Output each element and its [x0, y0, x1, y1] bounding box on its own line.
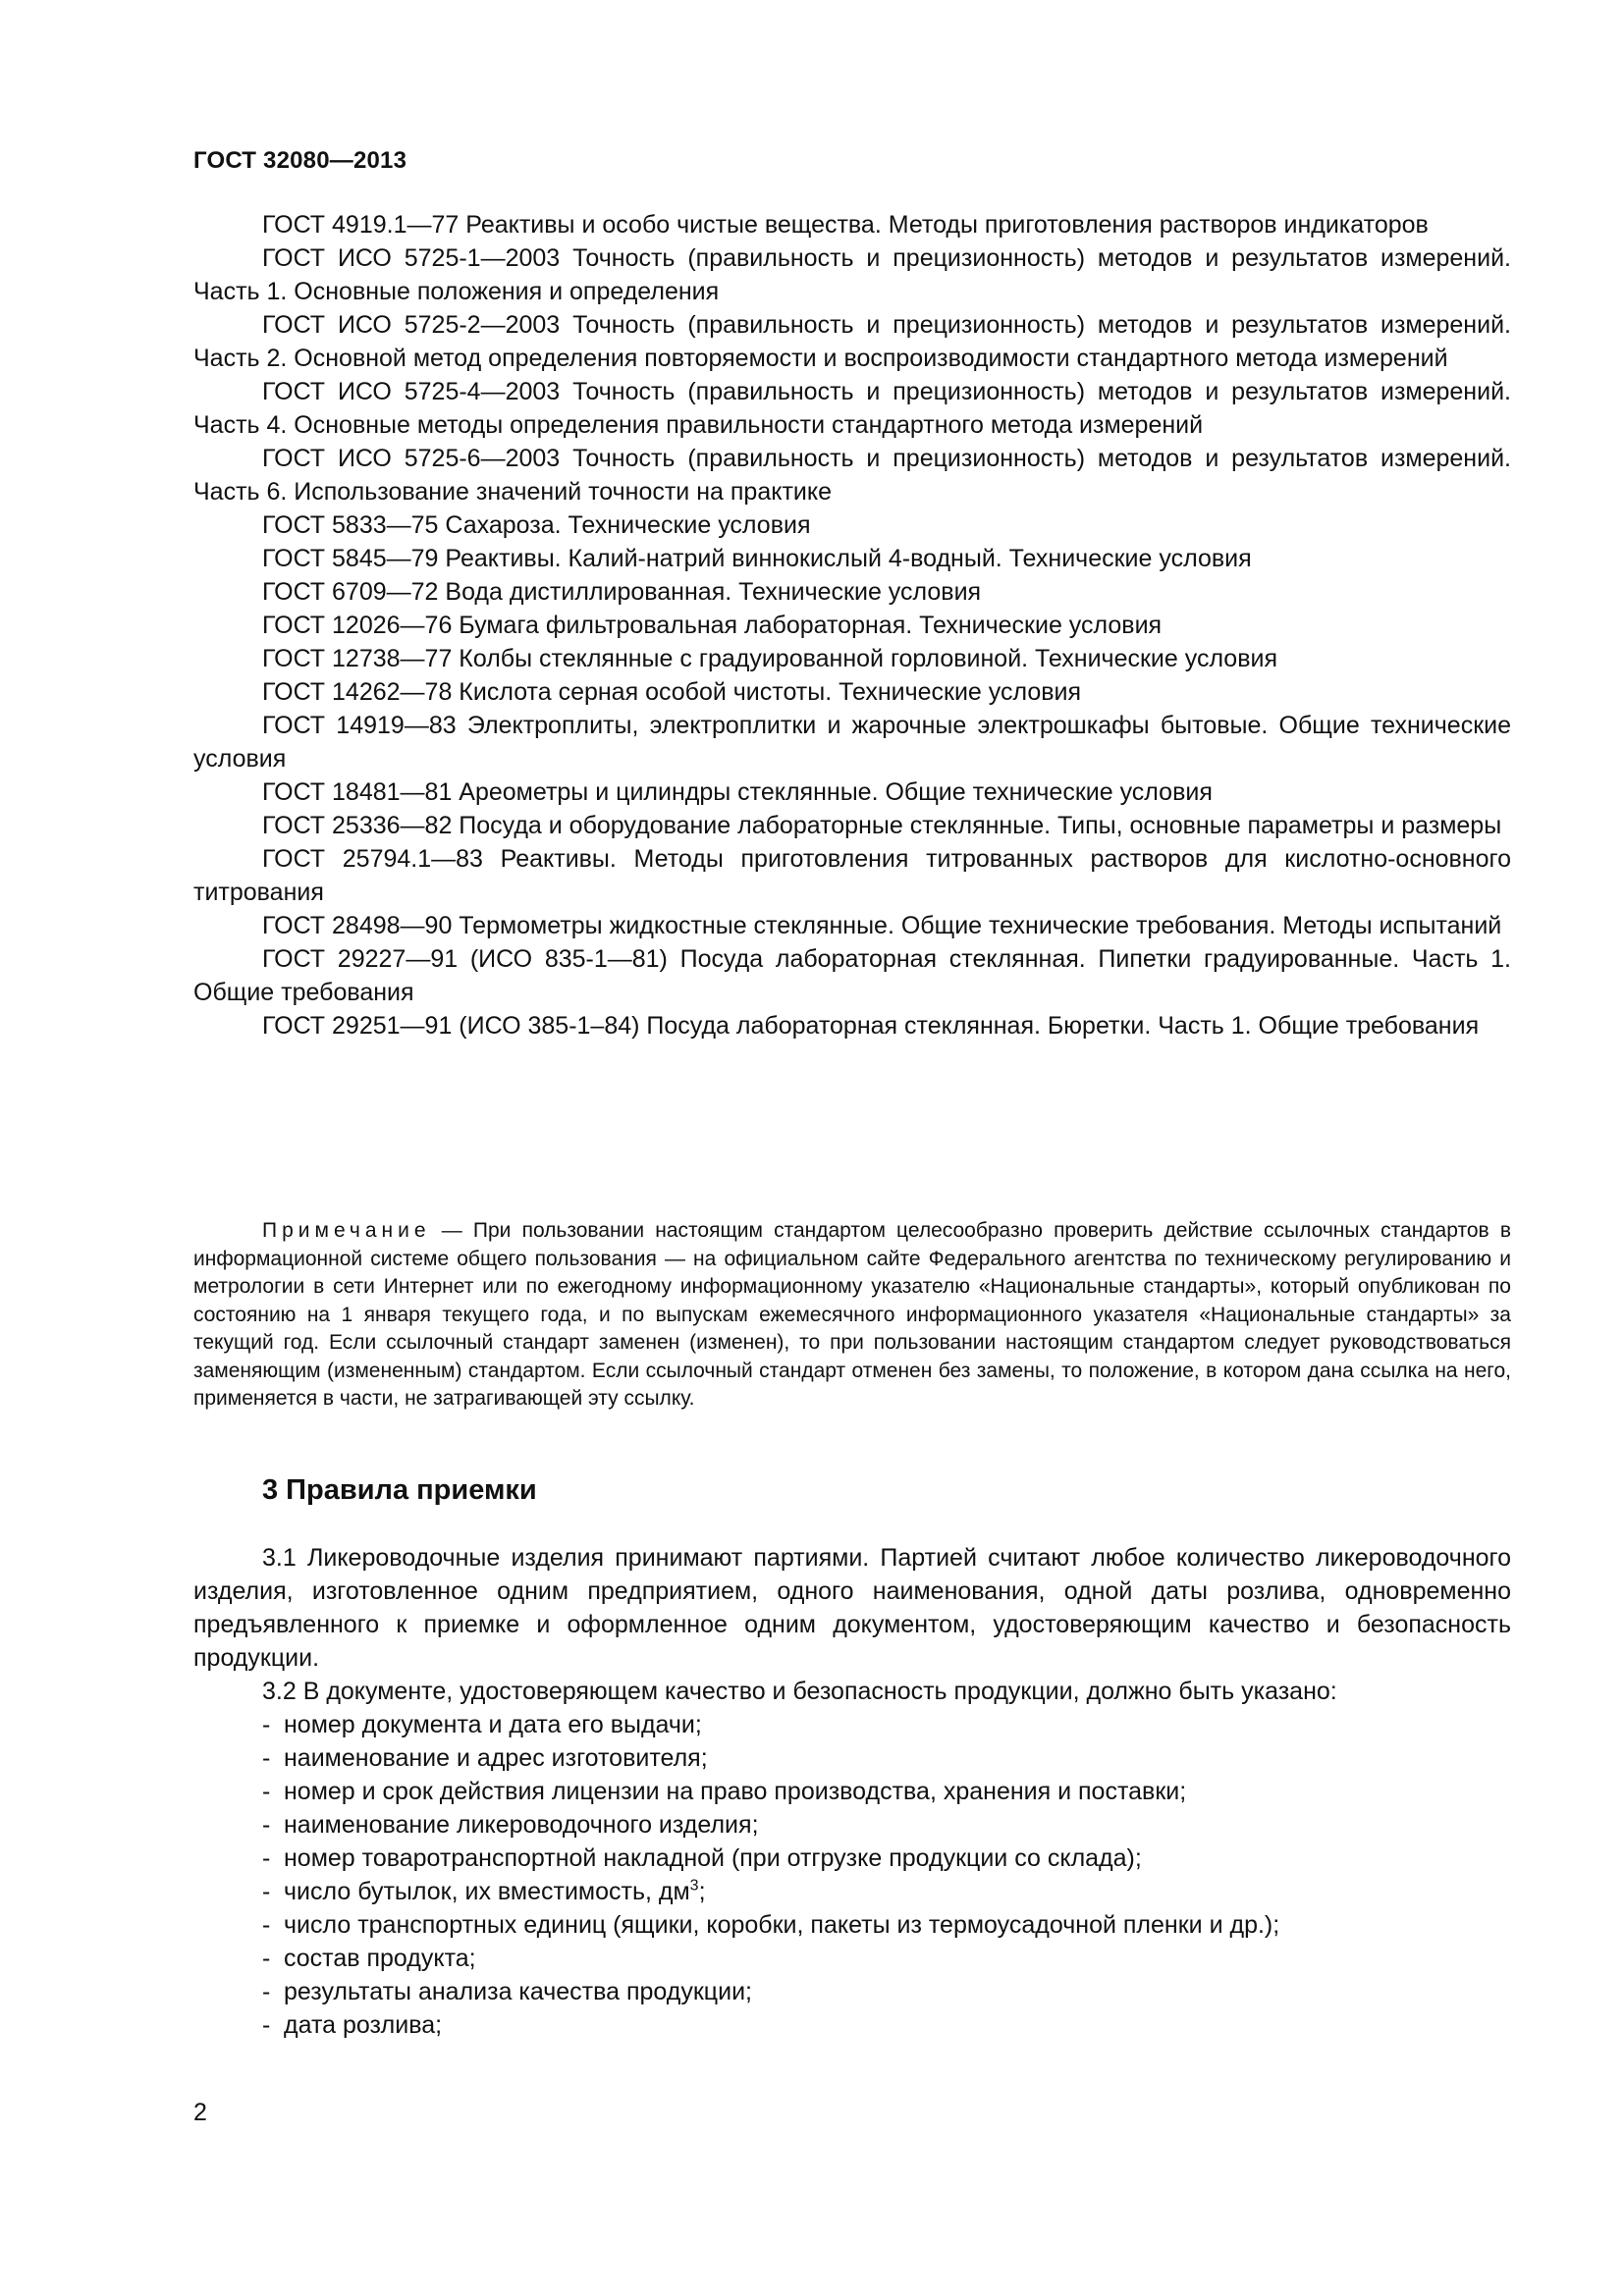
list-item: [262, 1875, 1511, 1908]
superscript: 3: [689, 1877, 699, 1895]
reference-item: ГОСТ 25794.1—83 Реактивы. Методы приготовления титрованных растворов для кислотно-основного титрования: [193, 845, 1511, 906]
reference-item: ГОСТ 14262—78 Кислота серная особой чистоты. Технические условия: [262, 678, 1082, 706]
reference-item: ГОСТ ИСО 5725-1—2003 Точность (правильность и прецизионность) методов и результатов измерений. Часть 1. Основные положения и определения: [193, 244, 1511, 305]
normative-references-list: [193, 208, 1511, 1042]
reference-item: ГОСТ 25336—82 Посуда и оборудование лабораторные стеклянные. Типы, основные параметры и размеры: [262, 812, 1502, 839]
list-item: - результаты анализа качества продукции;: [262, 1975, 1511, 2008]
reference-item: ГОСТ 4919.1—77 Реактивы и особо чистые вещества. Методы приготовления растворов индикаторов: [262, 211, 1429, 239]
reference-item: ГОСТ ИСО 5725-6—2003 Точность (правильность и прецизионность) методов и результатов измерений. Часть 6. Использование значений точности на практике: [193, 445, 1511, 506]
reference-item: ГОСТ 18481—81 Ареометры и цилиндры стеклянные. Общие технические условия: [262, 778, 1213, 806]
document-header: ГОСТ 32080—2013: [193, 147, 407, 174]
reference-item: ГОСТ ИСО 5725-2—2003 Точность (правильность и прецизионность) методов и результатов измерений. Часть 2. Основной метод определения повторяемости и воспроизводимости стандартного метода измерений: [193, 311, 1511, 372]
note-label: Примечание: [262, 1219, 431, 1242]
list-item-text: число бутылок, их вместимость, дм: [284, 1878, 690, 1905]
list-item: - номер и срок действия лицензии на право производства, хранения и поставки;: [262, 1775, 1511, 1808]
list-item: - состав продукта;: [262, 1942, 1511, 1975]
reference-item: ГОСТ 29227—91 (ИСО 835-1—81) Посуда лабораторная стеклянная. Пипетки градуированные. Часть 1. Общие требования: [193, 945, 1511, 1006]
note-text: — При пользовании настоящим стандартом целесообразно проверить действие ссылочных стандартов в информационной системе общего пользования — на официальном сайте Федерального агентства по техническому регулированию и метрологии в сети Интернет или по ежегодному информационному указателю «Национальные стандарты», который опубликован по состоянию на 1 января текущего года, и по выпускам ежемесячного информационного указателя «Национальные стандарты» за текущий год. Если ссылочный стандарт заменен (изменен), то при пользовании настоящим стандартом следует руководствоваться заменяющим (измененным) стандартом. Если ссылочный стандарт отменен без замены, то положение, в котором дана ссылка на него, применяется в части, не затрагивающей эту ссылку.: [193, 1219, 1511, 1410]
list-item: - число транспортных единиц (ящики, коробки, пакеты из термоусадочной пленки и др.);: [262, 1908, 1511, 1942]
note-block: [193, 1217, 1511, 1414]
reference-item: ГОСТ 5845—79 Реактивы. Калий-натрий виннокислый 4-водный. Технические условия: [262, 545, 1252, 572]
section-body: [193, 1541, 1511, 2042]
clause-3-2: 3.2 В документе, удостоверяющем качество и безопасность продукции, должно быть указано:: [262, 1678, 1337, 1705]
list-item: - номер товаротранспортной накладной (при отгрузке продукции со склада);: [262, 1842, 1511, 1875]
list-item: - дата розлива;: [262, 2008, 1511, 2042]
reference-item: ГОСТ ИСО 5725-4—2003 Точность (правильность и прецизионность) методов и результатов измерений. Часть 4. Основные методы определения правильности стандартного метода измерений: [193, 378, 1511, 439]
clause-3-1: 3.1 Ликероводочные изделия принимают партиями. Партией считают любое количество ликероводочного изделия, изготовленное одним предприятием, одного наименования, одной даты розлива, одновременно предъявленного к приемке и оформленное одним документом, удостоверяющим качество и безопасность продукции.: [193, 1544, 1511, 1672]
reference-item: ГОСТ 5833—75 Сахароза. Технические условия: [262, 511, 811, 539]
reference-item: ГОСТ 29251—91 (ИСО 385-1–84) Посуда лабораторная стеклянная. Бюретки. Часть 1. Общие требования: [262, 1012, 1480, 1040]
reference-item: ГОСТ 14919—83 Электроплиты, электроплитки и жарочные электрошкафы бытовые. Общие технические условия: [193, 712, 1511, 773]
reference-item: ГОСТ 12026—76 Бумага фильтровальная лабораторная. Технические условия: [262, 612, 1163, 639]
list-item: - номер документа и дата его выдачи;: [262, 1708, 1511, 1741]
list-item: - наименование ликероводочного изделия;: [262, 1808, 1511, 1842]
requirements-list: [193, 1708, 1511, 2042]
page-number: 2: [193, 2099, 207, 2126]
section-heading: 3 Правила приемки: [262, 1474, 537, 1506]
reference-item: ГОСТ 12738—77 Колбы стеклянные с градуированной горловиной. Технические условия: [262, 645, 1277, 672]
reference-item: ГОСТ 28498—90 Термометры жидкостные стеклянные. Общие технические требования. Методы испытаний: [262, 912, 1502, 939]
list-item-tail: ;: [698, 1878, 706, 1905]
list-item: - наименование и адрес изготовителя;: [262, 1741, 1511, 1775]
reference-item: ГОСТ 6709—72 Вода дистиллированная. Технические условия: [262, 578, 982, 606]
